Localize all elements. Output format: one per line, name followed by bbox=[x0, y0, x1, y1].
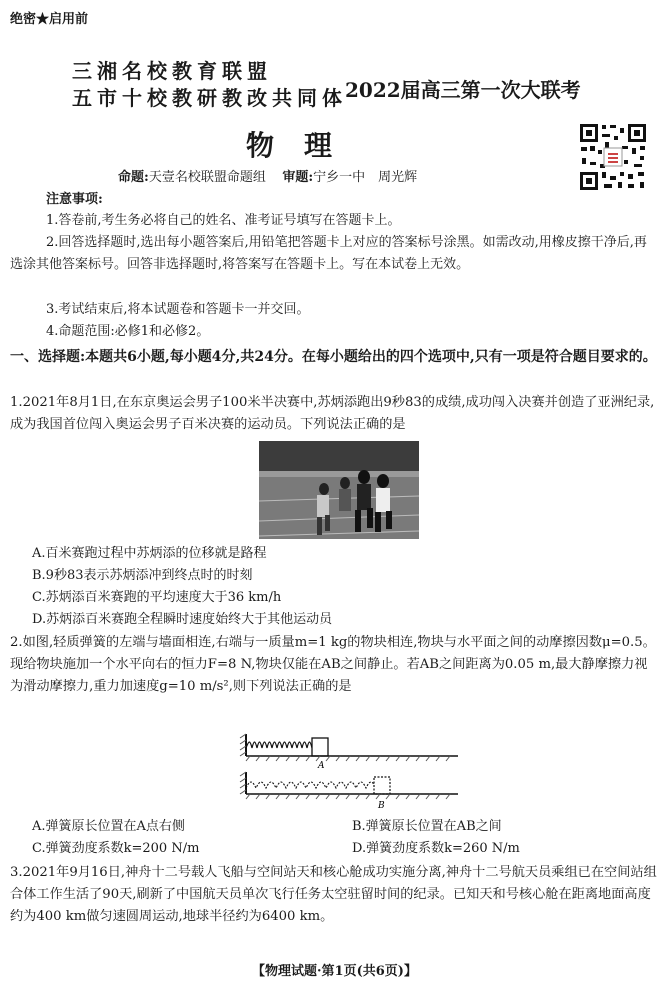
page-footer: 【物理试题·第1页(共6页)】 bbox=[252, 964, 417, 979]
organizer-line-2: 五市十校教研教改共同体 bbox=[72, 86, 347, 110]
question-2-option-d: D.弹簧劲度系数k=260 N/m bbox=[352, 841, 520, 856]
point-a-label: A bbox=[318, 761, 325, 771]
question-1-option-d: D.苏炳添百米赛跑全程瞬时速度始终大于其他运动员 bbox=[32, 612, 333, 627]
notes-title: 注意事项: bbox=[46, 192, 103, 207]
section-title: 一、选择题:本题共6小题,每小题4分,共24分。在每小题给出的四个选项中,只有一项是符合题目要求的。 bbox=[10, 349, 657, 365]
credits-review-label: 审题: bbox=[282, 170, 314, 185]
question-2-option-a: A.弹簧原长位置在A点右侧 bbox=[32, 819, 185, 834]
credits-author-label: 命题: bbox=[118, 170, 149, 185]
note-item: 1.答卷前,考生务必将自己的姓名、准考证号填写在答题卡上。 bbox=[46, 213, 401, 228]
note-item: 2.回答选择题时,选出每小题答案后,用铅笔把答题卡上对应的答案标号涂黑。如需改动,用橡皮擦干净后,再选涂其他答案标号。回答非选择题时,将答案写在答题卡上。写在本试卷上无效。 bbox=[10, 235, 647, 272]
spring-block-diagram bbox=[238, 732, 460, 812]
question-1-option-a: A.百米赛跑过程中苏炳添的位移就是路程 bbox=[32, 546, 267, 561]
exam-title: 2022届高三第一次大联考 bbox=[345, 78, 581, 102]
organizer-block bbox=[72, 58, 347, 112]
question-1-stem: 1.2021年8月1日,在东京奥运会男子100米半决赛中,苏炳添跑出9秒83的成绩,成功闯入决赛并创造了亚洲纪录,成为我国首位闯入奥运会男子百米决赛的运动员。下列说法正确的是 bbox=[10, 395, 655, 432]
sprint-race-photo bbox=[259, 441, 419, 539]
qr-code-icon bbox=[578, 122, 648, 192]
question-2-option-c: C.弹簧劲度系数k=200 N/m bbox=[32, 841, 200, 856]
credits-author: 天壹名校联盟命题组 bbox=[148, 170, 266, 185]
question-1-option-b: B.9秒83表示苏炳添冲到终点时的时刻 bbox=[32, 568, 253, 583]
sprint-photo-icon bbox=[259, 441, 419, 539]
note-item: 4.命题范围:必修1和必修2。 bbox=[46, 324, 210, 339]
question-1-option-c: C.苏炳添百米赛跑的平均速度大于36 km/h bbox=[32, 590, 282, 605]
question-2-option-b: B.弹簧原长位置在AB之间 bbox=[352, 819, 502, 834]
credits-line bbox=[118, 166, 417, 185]
credits-reviewer: 宁乡一中 周光辉 bbox=[313, 170, 418, 185]
organizer-line-1: 三湘名校教育联盟 bbox=[72, 59, 272, 83]
confidential-mark: 绝密★启用前 bbox=[10, 12, 89, 27]
question-2-stem: 2.如图,轻质弹簧的左端与墙面相连,右端与一质量m=1 kg的物块相连,物块与水平面之间的动摩擦因数μ=0.5。现给物块施加一个水平向右的恒力F=8 N,物块仅能在AB之间静止。若AB之间距离为0.05 m,最大静摩擦力视为滑动摩擦力,重力加速度g=10 m/s²,则下列说法正确的是 bbox=[10, 635, 656, 694]
note-item: 3.考试结束后,将本试题卷和答题卡一并交回。 bbox=[46, 302, 310, 317]
question-3-stem: 3.2021年9月16日,神舟十二号载人飞船与空间站天和核心舱成功实施分离,神舟十二号航天员乘组已在空间站组合体工作生活了90天,刷新了中国航天员单次飞行任务太空驻留时间的纪录。已知天和号核心舱在距离地面高度约为400 km做匀速圆周运动,地球半径约为6400 km。 bbox=[10, 865, 657, 924]
subject-title: 物理 bbox=[246, 129, 363, 162]
point-b-label: B bbox=[378, 801, 385, 811]
